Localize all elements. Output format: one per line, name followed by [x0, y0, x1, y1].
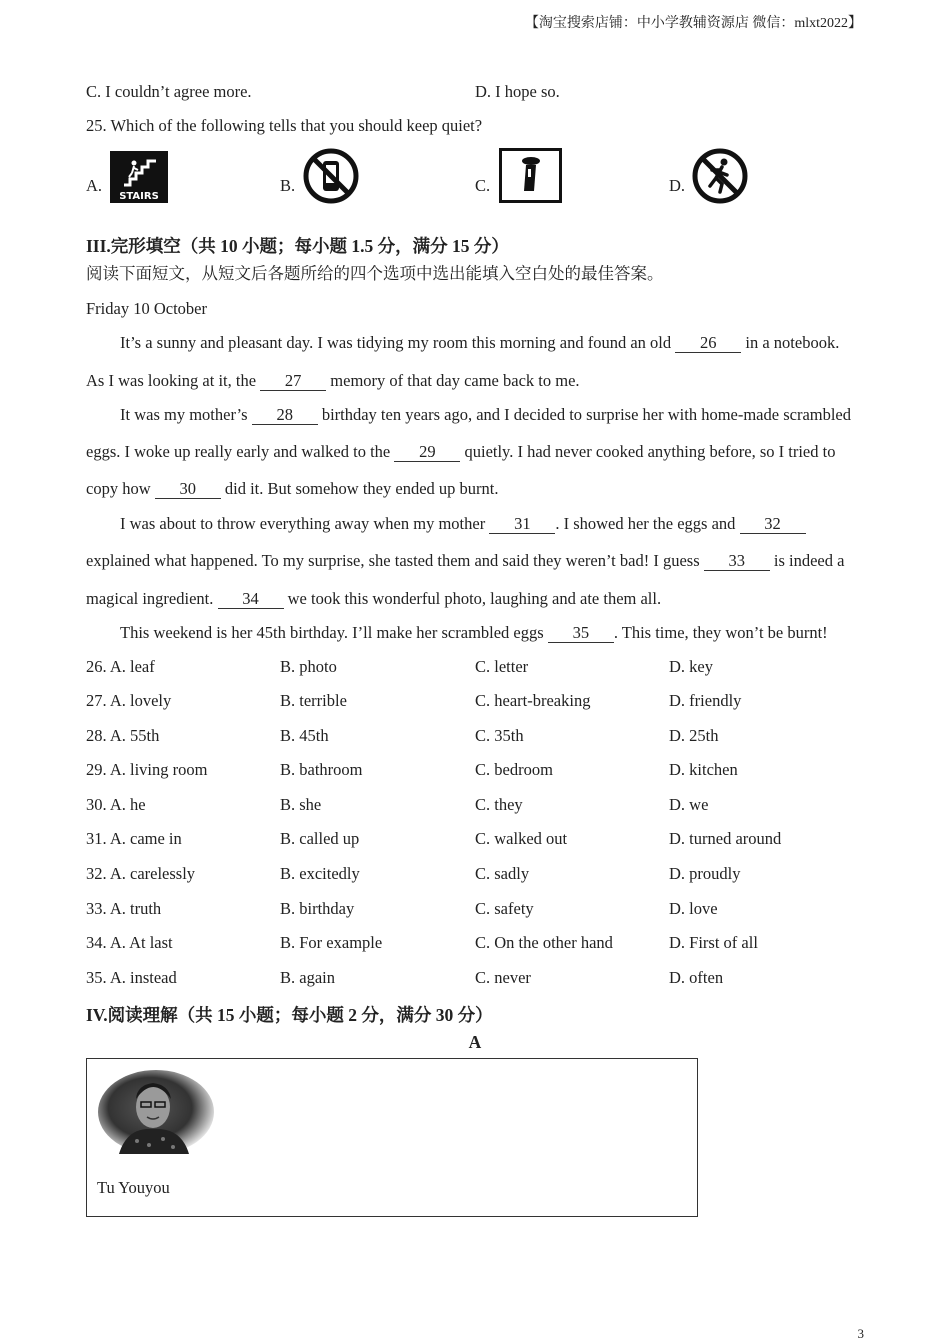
question-29-options	[86, 760, 866, 782]
q24-option-d: D. I hope so.	[475, 82, 560, 101]
option-c: C. heart-breaking	[475, 691, 591, 710]
passage-date: Friday 10 October	[86, 299, 207, 318]
portrait-photo	[97, 1069, 215, 1155]
blank-29: 29	[394, 443, 460, 462]
option-b: B. again	[280, 968, 335, 987]
option-a: 31. A. came in	[86, 829, 182, 848]
blank-35: 35	[548, 624, 614, 643]
option-d: D. key	[669, 657, 713, 676]
option-a: 29. A. living room	[86, 760, 208, 779]
photo-caption: Tu Youyou	[97, 1178, 170, 1197]
blank-33: 33	[704, 552, 770, 571]
stairs-sign-text: STAIRS	[119, 191, 159, 202]
option-b: B. she	[280, 795, 322, 814]
section3-instruction: 阅读下面短文，从短文后各题所给的四个选项中选出能填入空白处的最佳答案。	[86, 264, 664, 283]
blank-30: 30	[155, 480, 221, 499]
option-d: D. kitchen	[669, 760, 738, 779]
blank-27: 27	[260, 372, 326, 391]
option-b: B. excitedly	[280, 864, 360, 883]
option-d: D. often	[669, 968, 724, 987]
option-c: C. letter	[475, 657, 529, 676]
option-a: 27. A. lovely	[86, 691, 172, 710]
passage-line-3: It was my mother’s 28 birthday ten years ago, and I decided to surprise her with home-made scrambled	[120, 405, 852, 424]
option-a: 30. A. he	[86, 795, 146, 814]
blank-31: 31	[489, 515, 555, 534]
question-26-options	[86, 657, 866, 679]
q25-stem: 25. Which of the following tells that you should keep quiet?	[86, 116, 483, 135]
option-d: D. proudly	[669, 864, 741, 883]
question-33-options	[86, 899, 866, 921]
option-b: B. For example	[280, 933, 383, 952]
option-c: C. On the other hand	[475, 933, 613, 952]
option-a: 34. A. At last	[86, 933, 173, 952]
option-c: C. safety	[475, 899, 534, 918]
q25-label-c: C.	[475, 176, 491, 195]
option-b: B. bathroom	[280, 760, 363, 779]
option-d: D. friendly	[669, 691, 742, 710]
passage-line-2: As I was looking at it, the 27 memory of that day came back to me.	[86, 371, 580, 390]
q25-label-d: D.	[669, 176, 686, 195]
passage-line-1: It’s a sunny and pleasant day. I was tidying my room this morning and found an old 26 in a notebook.	[120, 333, 840, 352]
option-b: B. terrible	[280, 691, 347, 710]
passage-line-8: magical ingredient. 34 we took this wonderful photo, laughing and ate them all.	[86, 589, 662, 608]
section4-title: IV.阅读理解（共 15 小题；每小题 2 分，满分 30 分）	[86, 1005, 493, 1025]
no-phone-sign-icon	[303, 148, 359, 204]
option-c: C. they	[475, 795, 523, 814]
option-b: B. called up	[280, 829, 360, 848]
question-31-options	[86, 829, 866, 851]
question-28-options	[86, 726, 866, 748]
trash-bin-sign-icon	[499, 148, 562, 203]
question-34-options	[86, 933, 866, 955]
passage-line-5: copy how 30 did it. But somehow they ended up burnt.	[86, 479, 499, 498]
blank-28: 28	[252, 406, 318, 425]
option-c: C. never	[475, 968, 531, 987]
passage-line-4: eggs. I woke up really early and walked to the 29 quietly. I had never cooked anything before, so I tried to	[86, 442, 836, 461]
option-d: D. love	[669, 899, 718, 918]
passage-line-6: I was about to throw everything away when my mother 31 . I showed her the eggs and 32	[120, 513, 806, 535]
option-a: 32. A. carelessly	[86, 864, 196, 883]
question-32-options	[86, 864, 866, 886]
q25-label-a: A.	[86, 176, 103, 195]
blank-26: 26	[675, 334, 741, 353]
section3-title: III.完形填空（共 10 小题；每小题 1.5 分，满分 15 分）	[86, 236, 509, 256]
page-header: 【淘宝搜索店铺：中小学教辅资源店 微信：mlxt2022】	[524, 16, 862, 31]
option-c: C. 35th	[475, 726, 524, 745]
q25-label-b: B.	[280, 176, 296, 195]
blank-32: 32	[740, 515, 806, 534]
q24-option-c: C. I couldn’t agree more.	[86, 82, 252, 101]
passage-a-box	[86, 1058, 698, 1217]
option-d: D. 25th	[669, 726, 719, 745]
option-d: D. turned around	[669, 829, 782, 848]
blank-34: 34	[218, 590, 284, 609]
option-a: 33. A. truth	[86, 899, 162, 918]
option-d: D. we	[669, 795, 709, 814]
option-c: C. sadly	[475, 864, 530, 883]
no-running-sign-icon	[692, 148, 748, 204]
option-a: 28. A. 55th	[86, 726, 160, 745]
question-30-options	[86, 795, 866, 817]
option-a: 26. A. leaf	[86, 657, 155, 676]
question-27-options	[86, 691, 866, 713]
option-c: C. walked out	[475, 829, 568, 848]
passage-line-7: explained what happened. To my surprise, she tasted them and said they weren’t bad! I guess 33 is indeed a	[86, 551, 845, 570]
option-d: D. First of all	[669, 933, 758, 952]
passage-line-9: This weekend is her 45th birthday. I’ll make her scrambled eggs 35 . This time, they won’t be burnt!	[120, 623, 828, 642]
passage-a-label: A	[468, 1032, 482, 1052]
option-a: 35. A. instead	[86, 968, 177, 987]
stairs-sign-icon	[110, 151, 168, 203]
option-b: B. 45th	[280, 726, 329, 745]
question-35-options	[86, 968, 866, 990]
option-b: B. birthday	[280, 899, 355, 918]
option-c: C. bedroom	[475, 760, 553, 779]
page-number: 3	[857, 1326, 864, 1341]
option-b: B. photo	[280, 657, 337, 676]
